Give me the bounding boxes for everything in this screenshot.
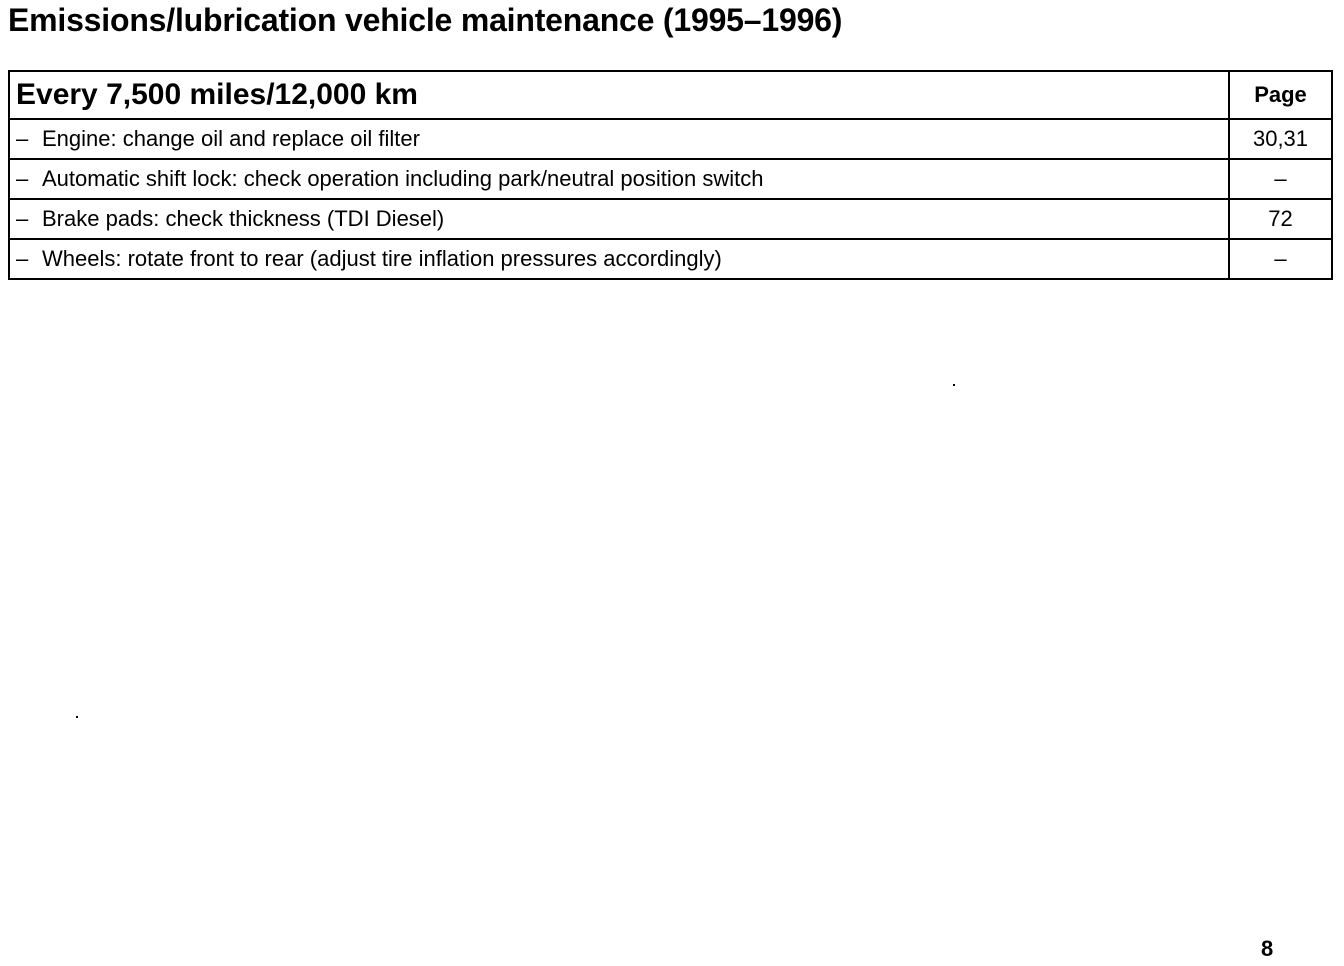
task-text: Brake pads: check thickness (TDI Diesel) (42, 206, 445, 231)
page-column-heading: Page (1229, 71, 1332, 119)
page-reference-cell: 30,31 (1229, 119, 1332, 159)
table-row (9, 199, 1332, 239)
scan-speck (953, 384, 955, 386)
task-text: Engine: change oil and replace oil filter (42, 126, 420, 151)
table-row (9, 159, 1332, 199)
task-cell (9, 199, 1229, 239)
task-text: Wheels: rotate front to rear (adjust tire inflation pressures accordingly) (42, 246, 722, 271)
scan-speck (76, 716, 78, 718)
task-cell (9, 239, 1229, 279)
page-reference-cell: – (1229, 159, 1332, 199)
maintenance-schedule-table (8, 70, 1333, 280)
table-row (9, 239, 1332, 279)
item-dash: – (16, 126, 29, 151)
table-row (9, 119, 1332, 159)
task-cell (9, 159, 1229, 199)
page-reference-cell: – (1229, 239, 1332, 279)
item-dash: – (16, 166, 29, 191)
interval-heading: Every 7,500 miles/12,000 km (9, 71, 1229, 119)
page-number: 8 (1261, 936, 1274, 961)
task-cell (9, 119, 1229, 159)
page-title: Emissions/lubrication vehicle maintenance (1995–1996) (8, 2, 843, 38)
table-header-row (9, 71, 1332, 119)
item-dash: – (16, 246, 29, 271)
item-dash: – (16, 206, 29, 231)
task-text: Automatic shift lock: check operation including park/neutral position switch (42, 166, 764, 191)
page-reference-cell: 72 (1229, 199, 1332, 239)
